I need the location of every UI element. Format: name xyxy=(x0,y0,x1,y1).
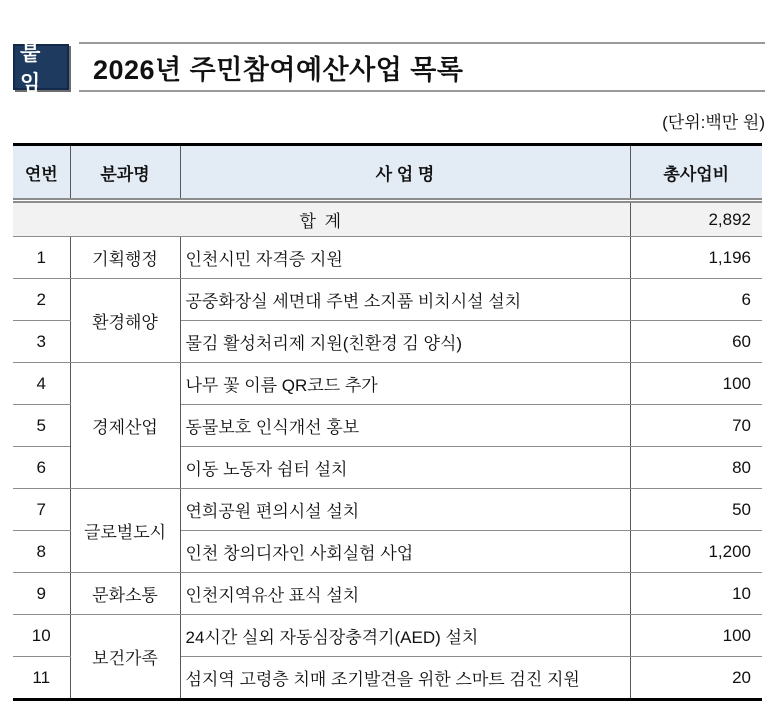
row-cost: 60 xyxy=(630,321,762,363)
row-no: 11 xyxy=(13,657,70,700)
table-row xyxy=(13,573,762,615)
row-no: 9 xyxy=(13,573,70,615)
attachment-badge-label: 붙 임 xyxy=(20,42,46,95)
table-row xyxy=(13,237,762,279)
row-no: 1 xyxy=(13,237,70,279)
total-label: 합 계 xyxy=(13,201,630,237)
row-no: 6 xyxy=(13,447,70,489)
table-row xyxy=(13,363,762,405)
row-division: 기획행정 xyxy=(70,237,180,279)
table-row xyxy=(13,279,762,321)
document-header xyxy=(13,41,765,93)
row-name: 24시간 실외 자동심장충격기(AED) 설치 xyxy=(180,615,630,657)
row-name: 물김 활성처리제 지원(친환경 김 양식) xyxy=(180,321,630,363)
row-no: 4 xyxy=(13,363,70,405)
row-no: 5 xyxy=(13,405,70,447)
row-no: 7 xyxy=(13,489,70,531)
row-cost: 6 xyxy=(630,279,762,321)
row-name: 동물보호 인식개선 홍보 xyxy=(180,405,630,447)
row-cost: 1,196 xyxy=(630,237,762,279)
row-name: 인천시민 자격증 지원 xyxy=(180,237,630,279)
total-value: 2,892 xyxy=(630,201,762,237)
row-division: 글로벌도시 xyxy=(70,489,180,573)
row-division: 환경해양 xyxy=(70,279,180,363)
row-name: 인천지역유산 표식 설치 xyxy=(180,573,630,615)
row-cost: 50 xyxy=(630,489,762,531)
row-division: 보건가족 xyxy=(70,615,180,700)
row-division: 경제산업 xyxy=(70,363,180,489)
title-rule-box xyxy=(79,42,765,92)
row-name: 섬지역 고령층 치매 조기발견을 위한 스마트 검진 지원 xyxy=(180,657,630,700)
page-title: 2026년 주민참여예산사업 목록 xyxy=(93,54,464,85)
row-cost: 20 xyxy=(630,657,762,700)
total-row xyxy=(13,201,762,237)
row-cost: 1,200 xyxy=(630,531,762,573)
row-name: 나무 꽃 이름 QR코드 추가 xyxy=(180,363,630,405)
col-header-name: 사 업 명 xyxy=(180,145,630,201)
table-body xyxy=(13,201,762,700)
row-name: 연희공원 편의시설 설치 xyxy=(180,489,630,531)
attachment-badge xyxy=(13,42,69,95)
row-name: 인천 창의디자인 사회실험 사업 xyxy=(180,531,630,573)
row-name: 이동 노동자 쉼터 설치 xyxy=(180,447,630,489)
row-no: 8 xyxy=(13,531,70,573)
row-no: 2 xyxy=(13,279,70,321)
row-cost: 70 xyxy=(630,405,762,447)
table-header xyxy=(13,145,762,201)
col-header-division: 분과명 xyxy=(70,145,180,201)
row-cost: 10 xyxy=(630,573,762,615)
col-header-cost: 총사업비 xyxy=(630,145,762,201)
unit-note: (단위:백만 원) xyxy=(662,113,765,132)
col-header-no: 연번 xyxy=(13,145,70,201)
budget-table xyxy=(13,143,762,701)
table-row xyxy=(13,615,762,657)
row-no: 3 xyxy=(13,321,70,363)
table-row xyxy=(13,489,762,531)
row-cost: 100 xyxy=(630,363,762,405)
header-row xyxy=(13,145,762,201)
row-cost: 100 xyxy=(630,615,762,657)
row-cost: 80 xyxy=(630,447,762,489)
row-no: 10 xyxy=(13,615,70,657)
row-name: 공중화장실 세면대 주변 소지품 비치시설 설치 xyxy=(180,279,630,321)
row-division: 문화소통 xyxy=(70,573,180,615)
